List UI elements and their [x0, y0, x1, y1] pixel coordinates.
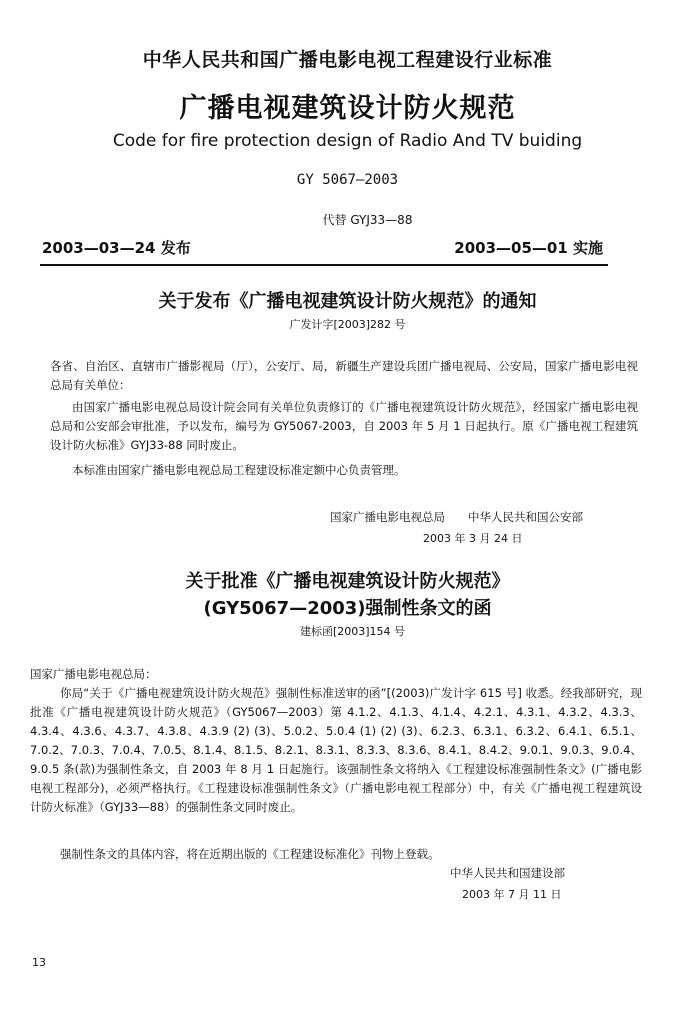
letter-addressee: 国家广播电影电视总局：: [30, 667, 157, 681]
letter-publication-paragraph: 强制性条文的具体内容，将在近期出版的《工程建设标准化》刊物上登载。: [60, 847, 440, 861]
standard-category-title: 中华人民共和国广播电影电视工程建设行业标准: [142, 49, 553, 71]
notice-number: 广发计字[2003]282 号: [289, 318, 406, 331]
notice-management-paragraph: 本标准由国家广播电影电视总局工程建设标准定额中心负责管理。: [72, 463, 406, 477]
letter-title-line1: 关于批准《广播电视建筑设计防火规范》: [185, 571, 510, 592]
document-main-title: 广播电视建筑设计防火规范: [179, 93, 516, 124]
english-title: Code for fire protection design of Radio And TV buiding: [112, 131, 583, 151]
notice-signers: 国家广播电影电视总局 中华人民共和国公安部: [330, 510, 583, 524]
notice-addressee-paragraph: 各省、自治区、直辖市广播影视局（厅），公安厅、局，新疆生产建设兵团广播电视局、公安局，国家广播电影电视总局有关单位：: [50, 359, 638, 392]
letter-body-paragraph: 你局“关于《广播电视建筑设计防火规范》强制性标准送审的函”[(2003)广发计字 615 号] 收悉。经我部研究，现批准《广播电视建筑设计防火规范》（GY5067—2003）第 4.1.2、4.1.3、4.1.4、4.2.1、4.3.1、4.3.2、4.3.3、4.3.4、4.3.6、4.3.7、4.3.8、4.3.9 (2) (3)、5.0.2、5.0.4 (1) (2) (3)、6.2.3、6.3.1、6.3.2、6.4.1、6.5.1、7.0.2、7.0.3、7.0.4、7.0.5、8.1.4、8.1.5、8.2.1、8.3.1、8.3.3、8.3.6、8.4.1、8.4.2、9.0.1、9.0.3、9.0.4、9.0.5 条(款)为强制性条文，自 2003 年 8 月 1 日起施行。该强制性条文将纳入《工程建设标准强制性条文》(广播电影电视工程部分)，必须严格执行。《工程建设标准强制性条文》（广播电影电视工程部分）中，有关《广播电视工程建筑设计防火标准》（GYJ33—88）的强制性条文同时废止。: [30, 686, 642, 814]
header-divider: [40, 264, 608, 266]
replaces-standard: 代替 GYJ33—88: [322, 213, 413, 227]
notice-date: 2003 年 3 月 24 日: [423, 532, 523, 545]
effective-date: 2003—05—01 实施: [454, 239, 603, 257]
notice-title: 关于发布《广播电视建筑设计防火规范》的通知: [158, 291, 537, 312]
issue-date: 2003—03—24 发布: [42, 239, 191, 257]
letter-date: 2003 年 7 月 11 日: [462, 888, 562, 901]
notice-body-paragraph: 由国家广播电影电视总局设计院会同有关单位负责修订的《广播电视建筑设计防火规范》，经国家广播电影电视总局和公安部会审批准，予以发布，编号为 GY5067-2003，自 2003 年 5 月 1 日起执行。原《广播电视工程建筑设计防火标准》GYJ33-88 同时废止。: [50, 400, 638, 452]
page-number: 13: [32, 956, 46, 969]
letter-title-line2: (GY5067—2003)强制性条文的函: [203, 598, 492, 619]
letter-signer: 中华人民共和国建设部: [450, 866, 565, 880]
standard-number: GY 5067—2003: [296, 172, 399, 188]
letter-number: 建标函[2003]154 号: [299, 625, 406, 638]
